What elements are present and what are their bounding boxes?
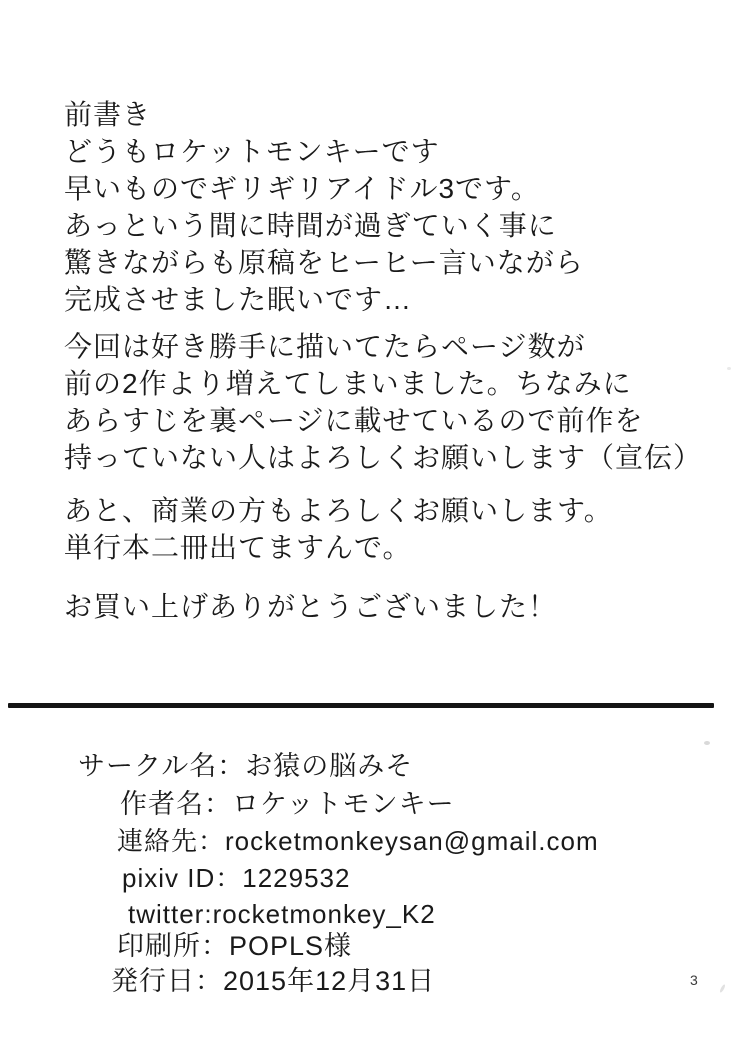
preface-paragraph-4 bbox=[64, 588, 557, 625]
scan-speck bbox=[719, 984, 726, 993]
preface-line: あらすじを裏ページに載せているので前作を bbox=[64, 405, 644, 436]
preface-heading: 前書き bbox=[64, 99, 152, 130]
page-number: 3 bbox=[690, 972, 698, 988]
preface-line: あっという間に時間が過ぎていく事に bbox=[64, 210, 557, 241]
section-divider bbox=[8, 703, 714, 708]
credit-line-pixiv-id: pixiv ID：1229532 bbox=[122, 863, 351, 893]
preface-line: 早いものでギリギリアイドル3です。 bbox=[64, 173, 540, 204]
credit-line-publication-date: 発行日：2015年12月31日 bbox=[111, 966, 436, 996]
credit-line-printer: 印刷所：POPLS様 bbox=[117, 931, 353, 961]
preface-paragraph-1 bbox=[64, 96, 584, 318]
preface-paragraph-2 bbox=[64, 328, 702, 476]
credit-line-contact-email: 連絡先：rocketmonkeysan@gmail.com bbox=[117, 826, 599, 856]
preface-line: 今回は好き勝手に描いてたらページ数が bbox=[64, 331, 586, 362]
scan-speck bbox=[704, 741, 710, 745]
credit-line-circle-name: サークル名：お猿の脳みそ bbox=[78, 751, 414, 781]
preface-line: 前の2作より増えてしまいました。ちなみに bbox=[64, 368, 632, 399]
preface-line: お買い上げありがとうございました！ bbox=[64, 591, 558, 622]
preface-line: どうもロケットモンキーです bbox=[64, 136, 440, 167]
credit-line-twitter: twitter:rocketmonkey_K2 bbox=[128, 899, 436, 929]
preface-line: 完成させました眠いです… bbox=[64, 284, 413, 315]
preface-line: 単行本二冊出てますんで。 bbox=[64, 532, 412, 563]
credit-line-author-name: 作者名：ロケットモンキー bbox=[120, 789, 455, 819]
preface-line: 持っていない人はよろしくお願いします（宣伝） bbox=[64, 442, 703, 473]
preface-line: 驚きながらも原稿をヒーヒー言いながら bbox=[64, 247, 584, 278]
preface-line: あと、商業の方もよろしくお願いします。 bbox=[64, 495, 613, 526]
preface-paragraph-3 bbox=[64, 492, 613, 566]
scan-speck bbox=[727, 367, 731, 370]
